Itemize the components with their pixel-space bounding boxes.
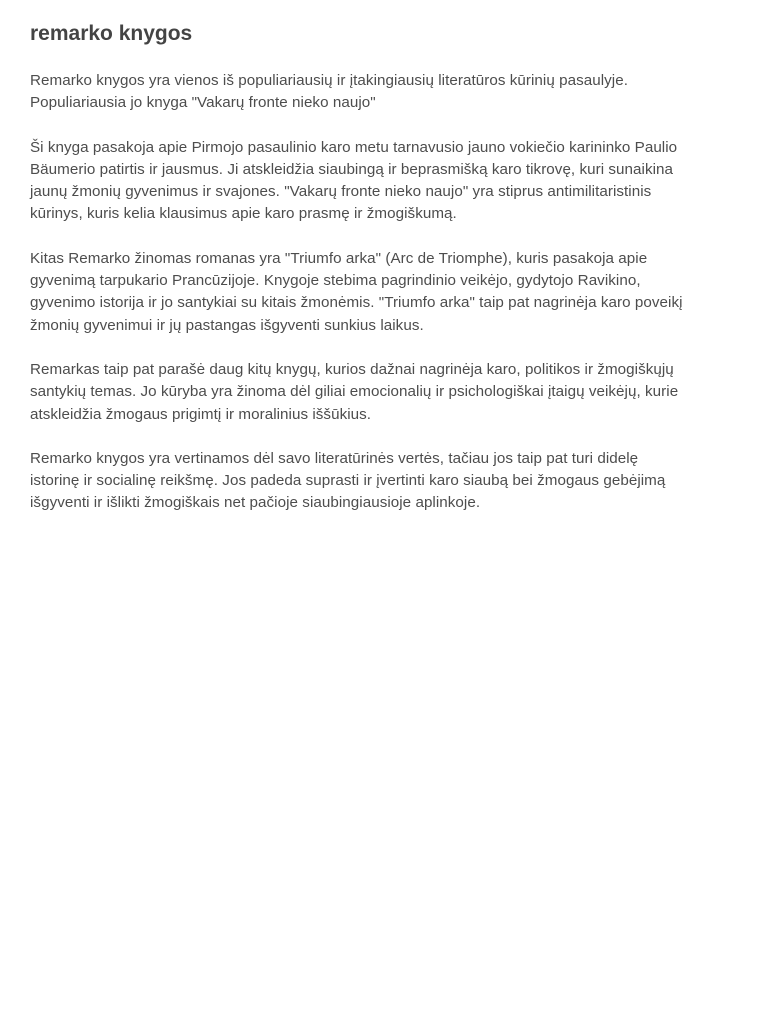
document-body xyxy=(30,70,738,515)
page-title: remarko knygos xyxy=(30,22,193,45)
paragraph-other-books: Remarkas taip pat parašė daug kitų knygų, kurios dažnai nagrinėja karo, politikos ir žmogiškųjų santykių temas. Jo kūryba yra žinoma dėl giliai emocionalių ir psichologiškai įtaigų veikėjų, kurie atskleidžia žmogaus prigimtį ir moralinius iššūkius. xyxy=(30,360,679,423)
paragraph-vakaru-fronte: Ši knyga pasakoja apie Pirmojo pasaulinio karo metu tarnavusio jauno vokiečio karininko Paulio Bäumerio patirtis ir jausmus. Ji atskleidžia siaubingą ir beprasmišką karo tikrovę, kuri sunaikina jaunų žmonių gyvenimus ir svajones. "Vakarų fronte nieko naujo" yra stiprus antimilitaristinis kūrinys, kuris kelia klausimus apie karo prasmę ir žmogiškumą. xyxy=(30,138,678,223)
paragraph-triumfo-arka: Kitas Remarko žinomas romanas yra "Triumfo arka" (Arc de Triomphe), kuris pasakoja apie gyvenimą tarpukario Prancūzijoje. Knygoje stebima pagrindinio veikėjo, gydytojo Ravikino, gyvenimo istorija ir jo santykiai su kitais žmonėmis. "Triumfo arka" taip pat nagrinėja karo poveikį žmonių gyvenimui ir jų pastangas išgyventi sunkius laikus. xyxy=(30,249,683,334)
paragraph-significance: Remarko knygos yra vertinamos dėl savo literatūrinės vertės, tačiau jos taip pat turi didelę istorinę ir socialinę reikšmę. Jos padeda suprasti ir įvertinti karo siaubą bei žmogaus gebėjimą išgyventi ir išlikti žmogiškais net pačioje siaubingiausioje aplinkoje. xyxy=(30,449,666,512)
paragraph-intro: Remarko knygos yra vienos iš populiariausių ir įtakingiausių literatūros kūrinių pasaulyje. Populiariausia jo knyga "Vakarų fronte nieko naujo" xyxy=(30,72,628,112)
